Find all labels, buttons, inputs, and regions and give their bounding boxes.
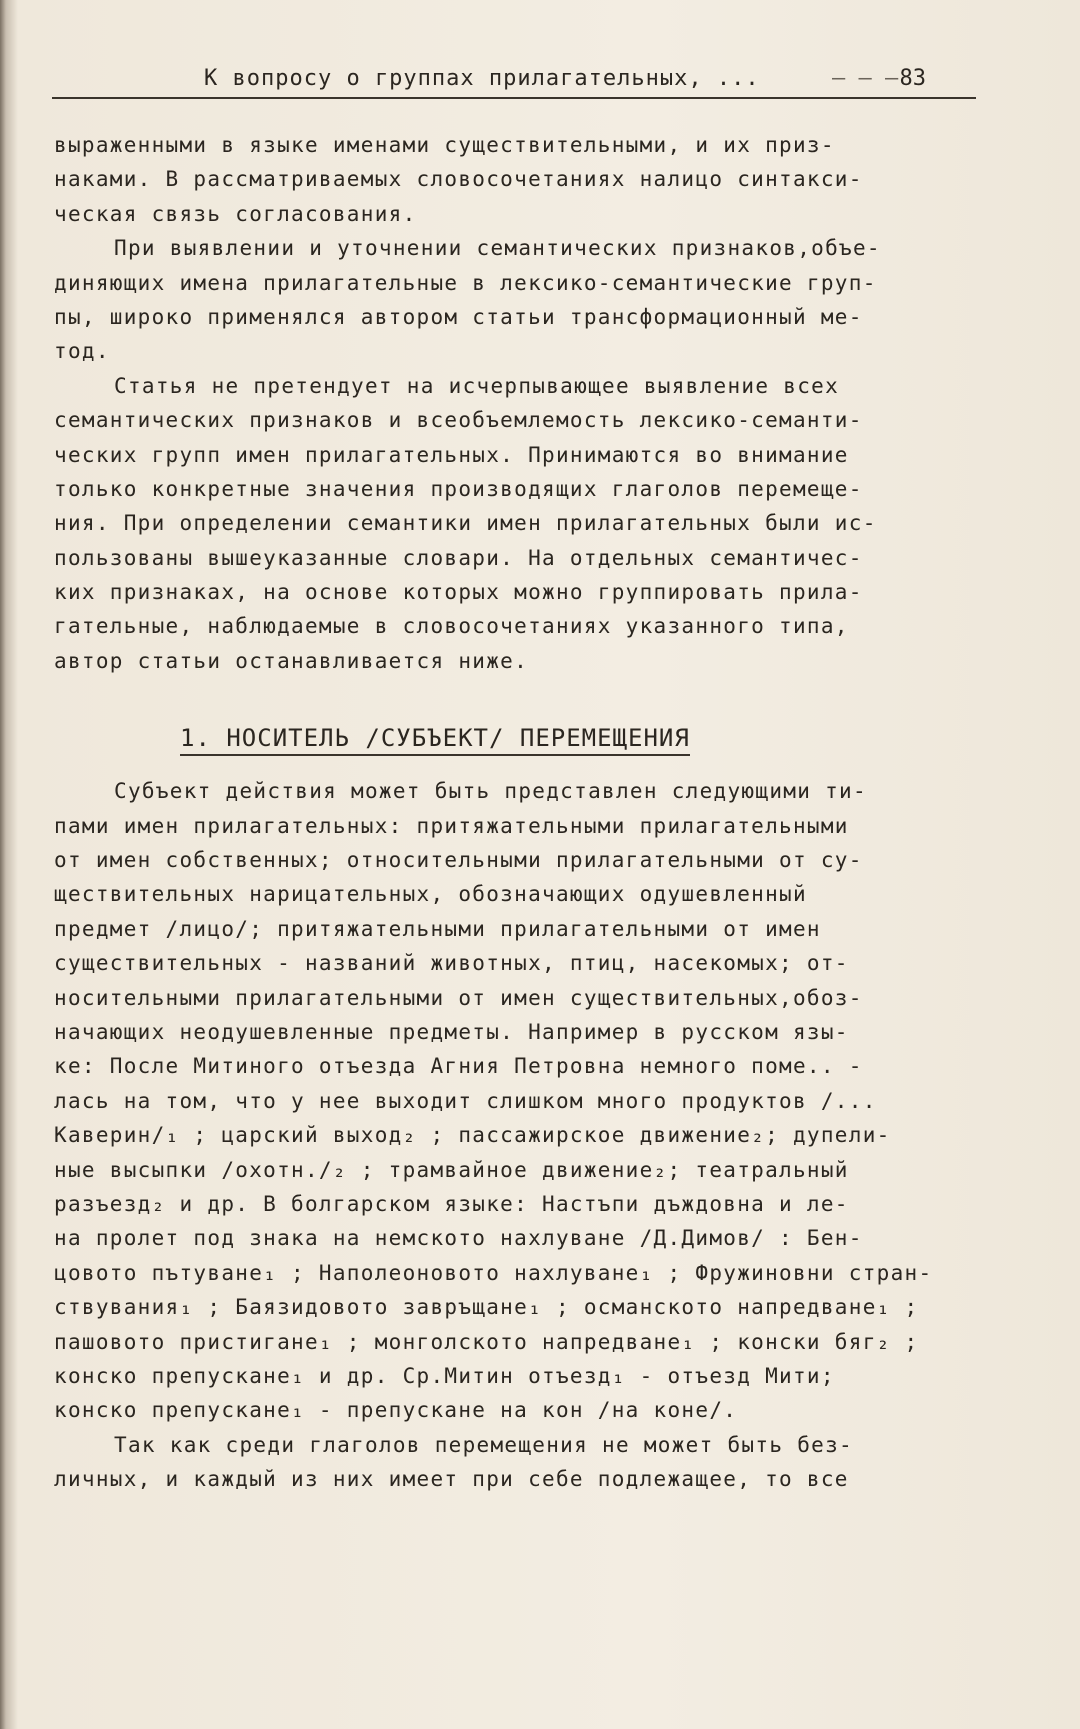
text-line: только конкретные значения производящих глаголов перемеще- — [54, 476, 863, 501]
header-rule — [52, 97, 976, 99]
text-line: выраженными в языке именами существительными, и их приз- — [54, 133, 835, 157]
gap-before-heading — [54, 678, 994, 718]
text-line: начающих неодушевленные предметы. Например в русском язы- — [54, 1019, 849, 1044]
text-line: ные высыпки /охотн./₂ ; трамвайное движение₂; театральный — [54, 1157, 849, 1182]
text-line: Статья не претендует на исчерпывающее выявление всех — [114, 373, 840, 398]
section-heading — [54, 718, 994, 758]
text-line: Субъект действия может быть представлен следующими ти- — [114, 779, 867, 804]
text-line: автор статьи останавливается ниже. — [54, 648, 529, 673]
text-line: ческих групп имен прилагательных. Принимаются во внимание — [54, 442, 849, 467]
text-line: лась на том, что у нее выходит слишком много продуктов /... — [54, 1088, 877, 1113]
text-line: конско препускане₁ и др. Ср.Митин отъезд₁ - отъезд Мити; — [54, 1363, 835, 1388]
gap-after-heading — [54, 758, 994, 774]
paragraphs-after — [54, 774, 994, 1496]
text-line: ществительных нарицательных, обозначающих одушевленный — [54, 882, 807, 907]
text-line: диняющих имена прилагательные в лексико-семантические груп- — [54, 270, 877, 295]
text-line: предмет /лицо/; притяжательными прилагательными от имен — [54, 916, 821, 941]
text-line: ке: После Митиного отъезда Агния Петровна немного поме.. - — [54, 1054, 863, 1079]
text-line: пы, широко применялся автором статьи трансформационный ме- — [54, 304, 863, 329]
text-line: существительных - названий животных, птиц, насекомых; от- — [54, 951, 849, 976]
text-line: тод. — [54, 339, 110, 364]
body-text — [54, 128, 994, 1496]
text-line: конско препускане₁ - препускане на кон /на коне/. — [54, 1398, 738, 1423]
text-line: личных, и каждый из них имеет при себе подлежащее, то все — [54, 1467, 849, 1492]
text-line: Так как среди глаголов перемещения не может быть без- — [114, 1432, 853, 1457]
text-line: семантических признаков и всеобъемлемость лексико-семанти- — [54, 408, 863, 433]
text-line: пами имен прилагательных: притяжательными прилагательными — [54, 813, 849, 838]
page-number: 83 — [899, 66, 926, 91]
text-line: пашовото пристигане₁ ; монголското напредване₁ ; конски бяг₂ ; — [54, 1329, 919, 1354]
text-line: цовото пътуване₁ ; Наполеоновото нахлуване₁ ; Фружиновни стран- — [54, 1260, 933, 1285]
text-line: наками. В рассматриваемых словосочетаниях налицо синтакси- — [54, 167, 863, 192]
header-dashes: — — — — [832, 66, 899, 91]
page-header — [52, 62, 976, 102]
text-line: Каверин/₁ ; царский выход₂ ; пассажирское движение₂; дупели- — [54, 1123, 891, 1148]
text-line: на пролет под знака на немското нахлуване /Д.Димов/ : Бен- — [54, 1226, 863, 1251]
text-line: от имен собственных; относительными прилагательными от су- — [54, 848, 863, 873]
text-line: носительными прилагательными от имен существительных,обоз- — [54, 985, 863, 1010]
text-line: При выявлении и уточнении семантических признаков,объе- — [114, 236, 881, 261]
section-heading-text: 1. НОСИТЕЛЬ /СУБЪЕКТ/ ПЕРЕМЕЩЕНИЯ — [180, 724, 690, 756]
paragraphs-before — [54, 128, 994, 678]
text-line: ствувания₁ ; Баязидовото завръщане₁ ; османското напредване₁ ; — [54, 1295, 919, 1320]
text-line: разъезд₂ и др. В болгарском языке: Настъпи дъждовна и ле- — [54, 1191, 849, 1216]
text-line: ких признаках, на основе которых можно группировать прила- — [54, 580, 863, 605]
text-line: гательные, наблюдаемые в словосочетаниях указанного типа, — [54, 614, 849, 639]
text-line: ния. При определении семантики имен прилагательных были ис- — [54, 511, 877, 536]
text-line: пользованы вышеуказанные словари. На отдельных семантичес- — [54, 545, 863, 570]
running-title: К вопросу о группах прилагательных, ... — [204, 66, 760, 91]
text-line: ческая связь согласования. — [54, 201, 417, 226]
